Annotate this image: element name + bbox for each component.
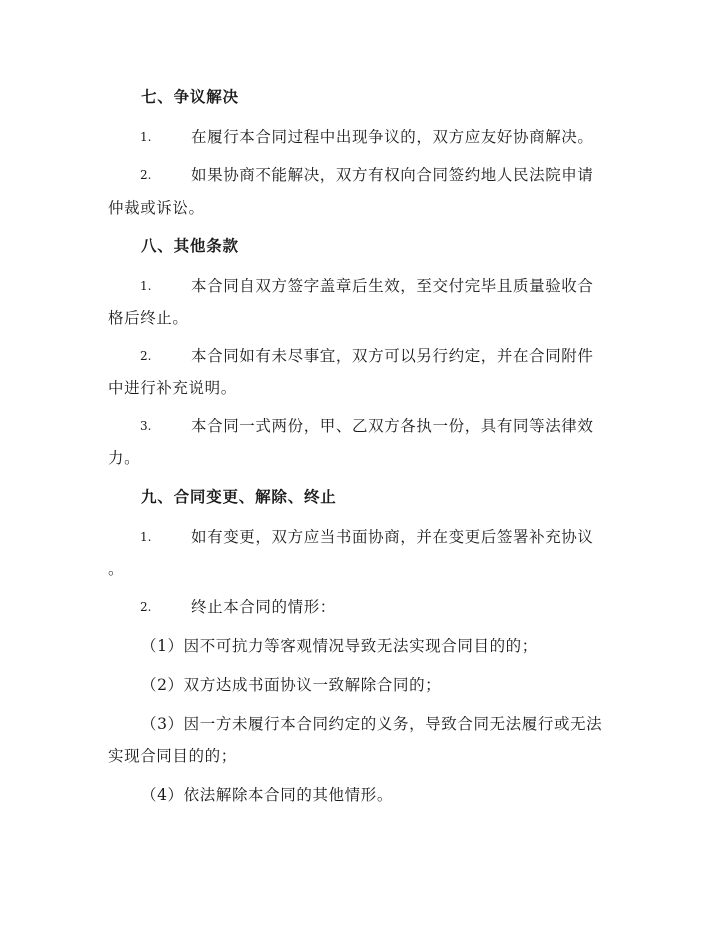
sub-item-line: （1）因不可抗力等客观情况导致无法实现合同目的的； (141, 637, 538, 655)
paragraph-line: 如有变更，双方应当书面协商，并在变更后签署补充协议 (191, 528, 594, 546)
paragraph-line: 终止本合同的情形： (191, 598, 336, 616)
sub-item-line: （3）因一方未履行本合同约定的义务，导致合同无法履行或无法 (141, 715, 603, 733)
item-number: 2. (140, 168, 152, 182)
item-number: 1. (140, 130, 152, 144)
item-number: 3. (140, 419, 152, 433)
paragraph-line: 力。 (108, 449, 141, 467)
sub-item-line: 实现合同目的的； (108, 747, 237, 765)
paragraph-line: 本合同如有未尽事宜，双方可以另行约定，并在合同附件 (191, 347, 594, 365)
paragraph-line: 中进行补充说明。 (108, 379, 237, 397)
item-number: 1. (140, 279, 152, 293)
paragraph-line: 仲裁或诉讼。 (108, 199, 205, 217)
paragraph-line: 在履行本合同过程中出现争议的，双方应友好协商解决。 (191, 128, 594, 146)
section-heading: 九、合同变更、解除、终止 (141, 487, 337, 506)
sub-item-line: （2）双方达成书面协议一致解除合同的； (141, 676, 442, 694)
item-number: 2. (140, 600, 152, 614)
paragraph-line: 本合同一式两份，甲、乙双方各执一份，具有同等法律效 (191, 417, 594, 435)
sub-item-line: （4）依法解除本合同的其他情形。 (141, 786, 393, 804)
item-number: 2. (140, 349, 152, 363)
paragraph-line: 格后终止。 (108, 309, 189, 327)
paragraph-line: 。 (108, 560, 125, 578)
section-heading: 八、其他条款 (141, 236, 239, 255)
paragraph-line: 如果协商不能解决，双方有权向合同签约地人民法院申请 (191, 166, 594, 184)
item-number: 1. (140, 530, 152, 544)
paragraph-line: 本合同自双方签字盖章后生效，至交付完毕且质量验收合 (191, 277, 594, 295)
section-heading: 七、争议解决 (141, 87, 239, 106)
